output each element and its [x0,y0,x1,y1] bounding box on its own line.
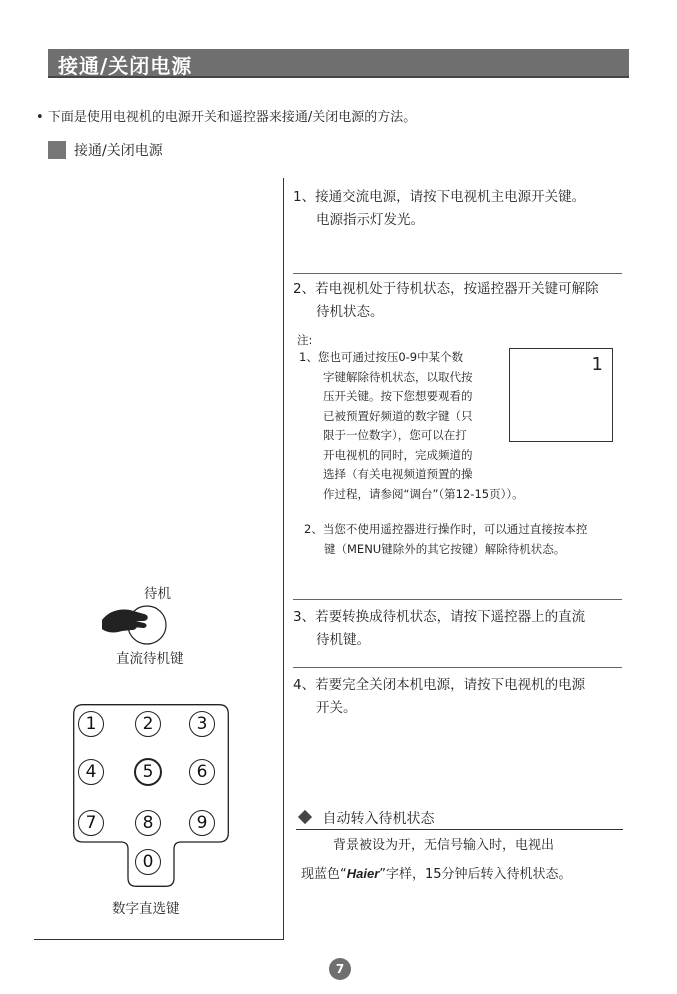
note-item-1-line: 1、您也可通过按压0-9中某个数 [299,350,464,364]
section-marker-icon [48,141,66,159]
diamond-icon [298,810,312,824]
keypad-caption: 数字直选键 [112,901,180,917]
step-2-line-2: 待机状态。 [316,304,384,320]
step-1 [293,186,585,232]
note-label: 注: [297,333,313,347]
note-item-2-line: 键（MENU键除外的其它按键）解除待机状态。 [324,541,566,556]
number-key-8: 8 [135,810,161,836]
step-2 [293,278,599,324]
step-3-line-1: 3、若要转换成待机状态，请按下遥控器上的直流 [293,609,586,625]
number-key-3: 3 [189,711,215,737]
number-key-0: 0 [135,849,161,875]
auto-standby-line-2-post: ”字样，15分钟后转入待机状态。 [379,867,572,882]
note-item-1-line: 选择（有关电视频道预置的操 [323,467,473,481]
auto-standby-line-1: 背景被设为开，无信号输入时，电视出 [333,838,555,853]
auto-standby-heading [300,808,434,828]
step-4-line-2: 开关。 [316,700,357,716]
number-key-7: 7 [78,810,104,836]
note-item-1-line: 开电视机的同时，完成频道的 [323,447,473,462]
step-3-line-2: 待机键。 [316,632,370,648]
brand-name: Haier [346,866,380,881]
note-item-2-line: 2、当您不使用遥控器进行操作时，可以通过直接按本控 [304,522,588,536]
step-separator [293,273,622,274]
channel-number: 1 [591,354,603,375]
step-3 [293,606,585,652]
step-separator [293,599,622,600]
note-item-2 [304,520,587,559]
step-1-line-1: 1、接通交流电源，请按下电视机主电源开关键。 [293,189,586,205]
hand-pressing-icon [96,600,176,646]
number-key-5: 5 [134,758,162,786]
step-separator [293,667,622,668]
note-item-1-line: 压开关键。按下您想要观看的 [323,389,473,403]
note-item-1-line: 作过程，请参阅“调台”（第12-15页））。 [323,486,524,501]
note-item-1-line: 限于一位数字），您可以在打 [323,428,467,442]
column-divider [283,178,284,940]
note-item-1 [299,348,524,504]
number-key-6: 6 [189,759,215,785]
number-key-9: 9 [189,810,215,836]
auto-standby-line-2-pre: 现蓝色“ [301,867,347,882]
auto-standby-line-2 [301,863,572,882]
standby-label: 待机 [144,586,171,602]
number-key-1: 1 [78,711,104,737]
bullet-icon: • [36,110,44,125]
number-key-4: 4 [78,759,104,785]
note-item-1-line: 字键解除待机状态，以取代按 [323,369,473,384]
step-4-line-1: 4、若要完全关闭本机电源，请按下电视机的电源 [293,677,586,693]
intro-sentence: 下面是使用电视机的电源开关和遥控器来接通/关闭电源的方法。 [47,110,417,125]
standby-key-caption: 直流待机键 [116,651,184,667]
note-item-1-line: 已被预置好频道的数字键（只 [323,408,473,423]
number-key-2: 2 [135,711,161,737]
step-4 [293,674,585,720]
auto-standby-rule [296,829,623,830]
section-title: 接通/关闭电源 [74,143,163,159]
page-title: 接通/关闭电源 [58,54,193,78]
auto-standby-title: 自动转入待机状态 [322,811,435,827]
page-number: 7 [329,958,351,980]
channel-display [509,348,613,442]
bottom-rule [34,939,284,940]
step-2-line-1: 2、若电视机处于待机状态，按遥控器开关键可解除 [293,281,599,297]
intro-text [36,106,416,125]
step-1-line-2: 电源指示灯发光。 [316,212,424,228]
